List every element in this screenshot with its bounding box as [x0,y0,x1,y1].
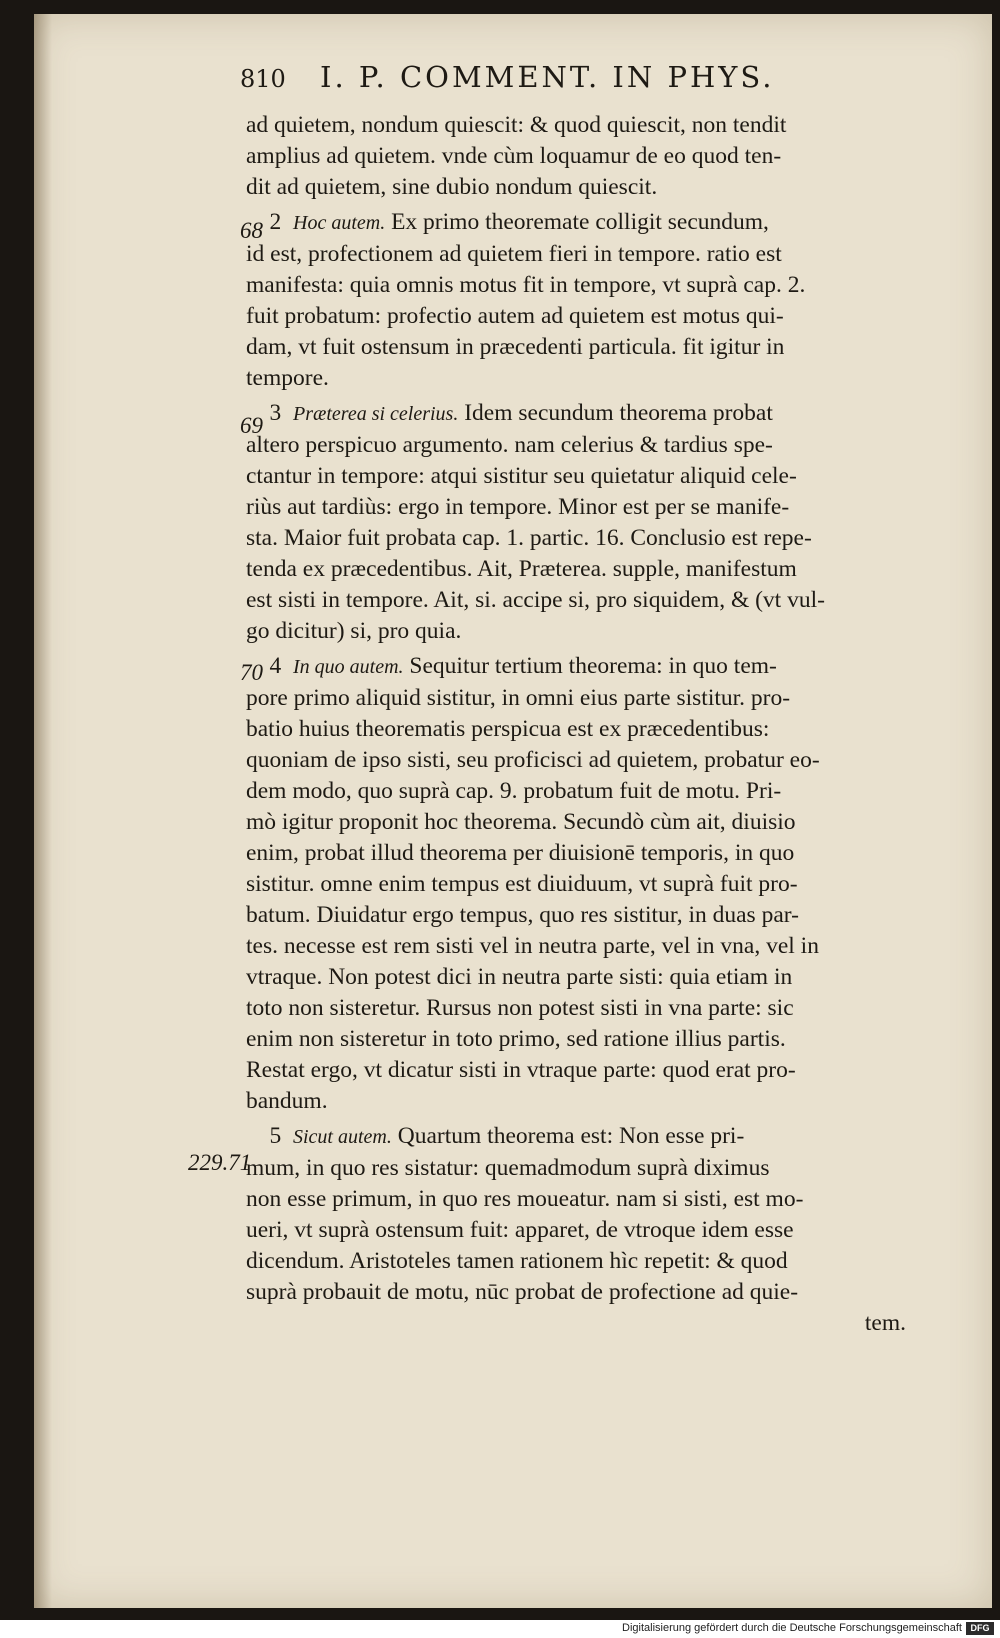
margin-note: 70 [240,660,263,685]
dfg-logo: DFG [966,1622,994,1635]
text-line: dit ad quietem, sine dubio nondum quiescit. [246,174,658,200]
text-line: altero perspicuo argumento. nam celerius & tardius spe- [246,432,773,458]
text-line: 5 Sicut autem. Quartum theorema est: Non esse pri- [269,1123,745,1149]
text-line: mum, in quo res sistatur: quemadmodum suprà diximus [246,1155,770,1181]
text-line: mò igitur proponit hoc theorema. Secundò cùm ait, diuisio [246,809,796,835]
item-number: 5 [269,1123,282,1149]
lemma: Præterea si celerius. [293,403,459,425]
text-line: vtraque. Non potest dici in neutra parte sisti: quia etiam in [246,964,793,990]
text-line: dam, vt fuit ostensum in præcedenti particula. fit igitur in [246,334,785,360]
lemma: In quo autem. [293,656,404,678]
digitization-footer [0,1620,1000,1638]
text-line: est sisti in tempore. Ait, si. accipe si, pro siquidem, & (vt vul- [246,587,825,613]
text-line: suprà probauit de motu, nūc probat de profectione ad quie- [246,1279,799,1305]
text-line: tem. [864,1310,906,1336]
lemma: Hoc autem. [293,212,386,234]
running-title: I. P. COMMENT. IN PHYS. [320,60,775,94]
margin-note: 69 [240,413,263,438]
funding-credit: Digitalisierung gefördert durch die Deutsche Forschungsgemeinschaft [622,1622,962,1634]
text-line: sta. Maior fuit probata cap. 1. partic. 16. Conclusio est repe- [246,525,812,551]
text-line: ueri, vt suprà ostensum fuit: apparet, de vtroque idem esse [246,1217,794,1243]
text-line: 2 Hoc autem. Ex primo theoremate colligit secundum, [269,209,769,235]
item-number: 3 [269,400,282,426]
paragraph [246,1121,906,1339]
text-line: enim non sisteretur in toto primo, sed ratione illius partis. [246,1026,786,1052]
text-line: batio huius theorematis perspicua est ex præcedentibus: [246,716,770,742]
text-line: go dicitur) si, pro quia. [246,618,462,644]
item-number: 2 [269,209,282,235]
text-line: fuit probatum: profectio autem ad quietem est motus qui- [246,303,784,329]
text-line: non esse primum, in quo res moueatur. nam si sisti, est mo- [246,1186,804,1212]
text-line: bandum. [246,1088,328,1114]
text-line: tempore. [246,365,329,391]
text-line: enim, probat illud theorema per diuisionē temporis, in quo [246,840,795,866]
running-head [240,60,880,94]
margin-note: 68 [240,218,263,243]
text-line: 3 Præterea si celerius. Idem secundum theorema probat [269,400,773,426]
text-line: Restat ergo, vt dicatur sisti in vtraque parte: quod erat pro- [246,1057,796,1083]
main-text [246,110,906,1343]
text-line: ad quietem, nondum quiescit: & quod quiescit, non tendit [246,112,787,138]
text-line: manifesta: quia omnis motus fit in tempore, vt suprà cap. 2. [246,272,806,298]
paragraph [246,398,906,647]
text-line: tenda ex præcedentibus. Ait, Præterea. supple, manifestum [246,556,797,582]
lemma: Sicut autem. [293,1126,392,1148]
text-line: dem modo, quo suprà cap. 9. probatum fuit de motu. Pri- [246,778,782,804]
text-line: dicendum. Aristoteles tamen rationem hìc repetit: & quod [246,1248,788,1274]
text-line: toto non sisteretur. Rursus non potest sisti in vna parte: sic [246,995,794,1021]
text-line: tes. necesse est rem sisti vel in neutra parte, vel in vna, vel in [246,933,819,959]
text-line: id est, profectionem ad quietem fieri in tempore. ratio est [246,241,782,267]
text-line: quoniam de ipso sisti, seu proficisci ad quietem, probatur eo- [246,747,820,773]
text-line: pore primo aliquid sistitur, in omni eius parte sistitur. pro- [246,685,791,711]
item-number: 4 [269,653,282,679]
page-gutter-shadow [34,14,52,1608]
text-line: riùs aut tardiùs: ergo in tempore. Minor est per se manife- [246,494,790,520]
text-line: sistitur. omne enim tempus est diuiduum, vt suprà fuit pro- [246,871,798,897]
paragraph [246,651,906,1117]
paragraph [246,110,906,203]
text-line: batum. Diuidatur ergo tempus, quo res sistitur, in duas par- [246,902,799,928]
margin-note: 229.71 [188,1150,252,1175]
page-number: 810 [240,65,286,93]
text-line: 4 In quo autem. Sequitur tertium theorema: in quo tem- [269,653,777,679]
text-line: ctantur in tempore: atqui sistitur seu quietatur aliquid cele- [246,463,797,489]
text-line: amplius ad quietem. vnde cùm loquamur de eo quod ten- [246,143,782,169]
paragraph [246,207,906,394]
